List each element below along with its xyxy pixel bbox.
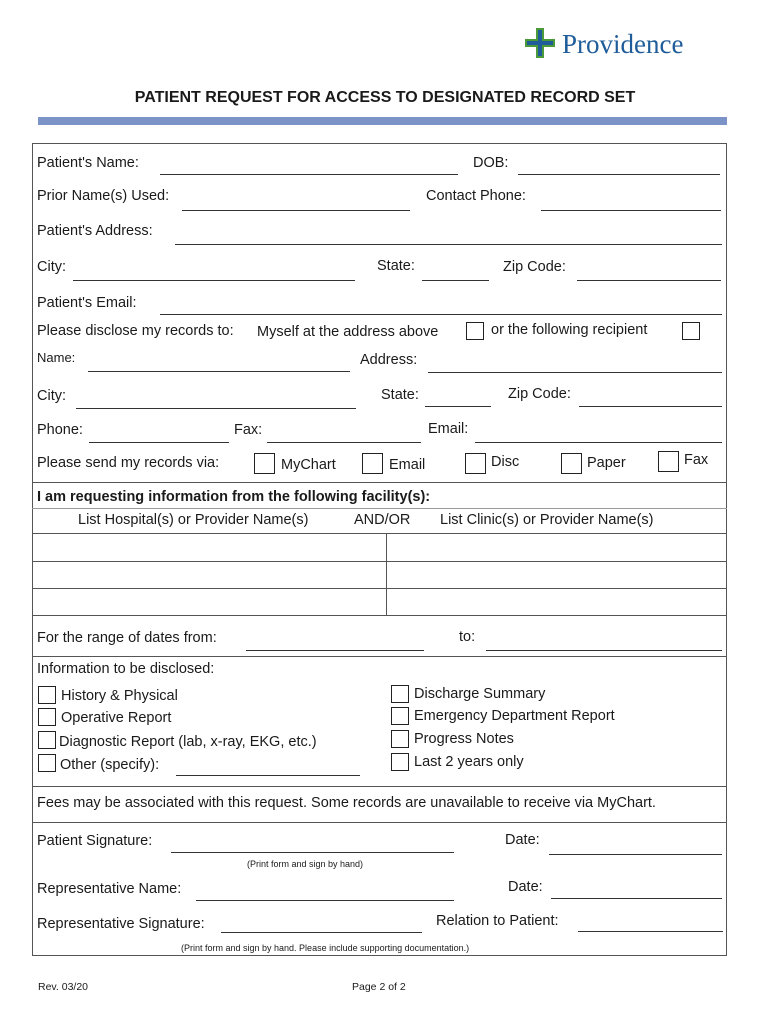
last-2-years-label: Last 2 years only <box>414 754 524 770</box>
hospital-cell-2[interactable] <box>33 562 385 587</box>
hospital-cell-3[interactable] <box>33 589 385 614</box>
email-option-label: Email <box>389 457 426 473</box>
recipient-state-label: State: <box>381 387 419 403</box>
other-specify-field[interactable] <box>176 775 360 776</box>
recipient-city-label: City: <box>37 388 66 404</box>
paper-checkbox[interactable] <box>561 453 582 474</box>
clinic-cell-2[interactable] <box>387 562 726 587</box>
diagnostic-report-label: Diagnostic Report (lab, x-ray, EKG, etc.) <box>59 734 317 750</box>
relation-field[interactable] <box>578 931 723 932</box>
patient-name-field[interactable] <box>160 174 458 175</box>
dates-to-label: to: <box>459 629 476 645</box>
email-checkbox[interactable] <box>362 453 383 474</box>
recipient-email-field[interactable] <box>475 442 722 443</box>
recipient-email-label: Email: <box>428 421 469 437</box>
recipient-name-field[interactable] <box>88 371 350 372</box>
providence-cross-logo <box>523 26 557 60</box>
patient-address-label: Patient's Address: <box>37 223 153 239</box>
contact-phone-field[interactable] <box>541 210 721 211</box>
rep-date-field[interactable] <box>551 898 722 899</box>
delivery-prompt: Please send my records via: <box>37 455 220 471</box>
diagnostic-report-checkbox[interactable] <box>38 731 56 749</box>
page-number: Page 2 of 2 <box>352 981 406 993</box>
info-heading: Information to be disclosed: <box>37 661 215 677</box>
brand-name: Providence <box>562 29 684 59</box>
recipient-city-field[interactable] <box>76 408 356 409</box>
other-label: Other (specify): <box>60 757 160 773</box>
mychart-label: MyChart <box>281 457 336 473</box>
recipient-zip-label: Zip Code: <box>508 386 571 402</box>
patient-email-field[interactable] <box>160 314 722 315</box>
page-title: PATIENT REQUEST FOR ACCESS TO DESIGNATED RECORD SET <box>134 89 636 106</box>
divider <box>32 656 727 657</box>
progress-notes-label: Progress Notes <box>414 731 514 747</box>
and-or-label: AND/OR <box>354 512 411 528</box>
disc-label: Disc <box>491 454 520 470</box>
hospital-cell-1[interactable] <box>33 534 385 560</box>
dates-to-field[interactable] <box>486 650 722 651</box>
hospital-column-header: List Hospital(s) or Provider Name(s) <box>78 512 309 528</box>
rep-name-label: Representative Name: <box>37 881 182 897</box>
divider <box>32 786 727 787</box>
dob-label: DOB: <box>473 155 509 171</box>
recipient-state-field[interactable] <box>425 406 491 407</box>
progress-notes-checkbox[interactable] <box>391 730 409 748</box>
recipient-fax-label: Fax: <box>234 422 263 438</box>
last-2-years-checkbox[interactable] <box>391 753 409 771</box>
rep-name-field[interactable] <box>196 900 454 901</box>
prior-names-label: Prior Name(s) Used: <box>37 188 170 204</box>
operative-report-checkbox[interactable] <box>38 708 56 726</box>
rep-date-label: Date: <box>508 879 543 895</box>
rep-signature-label: Representative Signature: <box>37 916 205 932</box>
divider <box>32 482 727 483</box>
dob-field[interactable] <box>518 174 720 175</box>
rep-signature-field[interactable] <box>221 932 422 933</box>
fax-option-label: Fax <box>684 452 709 468</box>
patient-date-field[interactable] <box>549 854 722 855</box>
disclose-prompt: Please disclose my records to: <box>37 323 234 339</box>
clinic-cell-1[interactable] <box>387 534 726 560</box>
recipient-fax-field[interactable] <box>267 442 421 443</box>
clinic-cell-3[interactable] <box>387 589 726 614</box>
recipient-zip-field[interactable] <box>579 406 722 407</box>
paper-label: Paper <box>587 455 626 471</box>
patient-signature-label: Patient Signature: <box>37 833 153 849</box>
history-physical-label: History & Physical <box>61 688 178 704</box>
patient-name-label: Patient's Name: <box>37 155 139 171</box>
table-row-border <box>32 615 727 616</box>
title-bar <box>38 117 727 125</box>
dates-from-label: For the range of dates from: <box>37 630 217 646</box>
contact-phone-label: Contact Phone: <box>426 188 526 204</box>
dates-from-field[interactable] <box>246 650 424 651</box>
clinic-column-header: List Clinic(s) or Provider Name(s) <box>440 512 654 528</box>
divider <box>32 508 727 509</box>
recipient-checkbox[interactable] <box>682 322 700 340</box>
operative-report-label: Operative Report <box>61 710 172 726</box>
patient-date-label: Date: <box>505 832 540 848</box>
disc-checkbox[interactable] <box>465 453 486 474</box>
patient-address-field[interactable] <box>175 244 722 245</box>
city-field[interactable] <box>73 280 355 281</box>
city-label: City: <box>37 259 66 275</box>
recipient-label: or the following recipient <box>491 322 648 338</box>
revision-label: Rev. 03/20 <box>38 981 89 993</box>
state-label: State: <box>377 258 415 274</box>
zip-label: Zip Code: <box>503 259 566 275</box>
patient-email-label: Patient's Email: <box>37 295 137 311</box>
emergency-report-checkbox[interactable] <box>391 707 409 725</box>
recipient-address-field[interactable] <box>428 372 722 373</box>
recipient-phone-label: Phone: <box>37 422 83 438</box>
patient-signature-field[interactable] <box>171 852 454 853</box>
relation-label: Relation to Patient: <box>436 913 559 929</box>
facility-heading: I am requesting information from the following facility(s): <box>37 489 431 505</box>
rep-signature-note: (Print form and sign by hand. Please include supporting documentation.) <box>181 943 470 953</box>
patient-signature-note: (Print form and sign by hand) <box>247 859 364 869</box>
other-checkbox[interactable] <box>38 754 56 772</box>
fax-checkbox[interactable] <box>658 451 679 472</box>
fees-notice: Fees may be associated with this request. Some records are unavailable to receive via MyChart. <box>37 795 656 811</box>
discharge-summary-label: Discharge Summary <box>414 686 546 702</box>
discharge-summary-checkbox[interactable] <box>391 685 409 703</box>
mychart-checkbox[interactable] <box>254 453 275 474</box>
zip-field[interactable] <box>577 280 721 281</box>
recipient-address-label: Address: <box>360 352 418 368</box>
prior-names-field[interactable] <box>182 210 410 211</box>
recipient-phone-field[interactable] <box>89 442 229 443</box>
history-physical-checkbox[interactable] <box>38 686 56 704</box>
recipient-name-label: Name: <box>37 350 76 365</box>
myself-label: Myself at the address above <box>257 324 439 340</box>
divider <box>32 822 727 823</box>
emergency-report-label: Emergency Department Report <box>414 708 615 724</box>
state-field[interactable] <box>422 280 489 281</box>
myself-checkbox[interactable] <box>466 322 484 340</box>
